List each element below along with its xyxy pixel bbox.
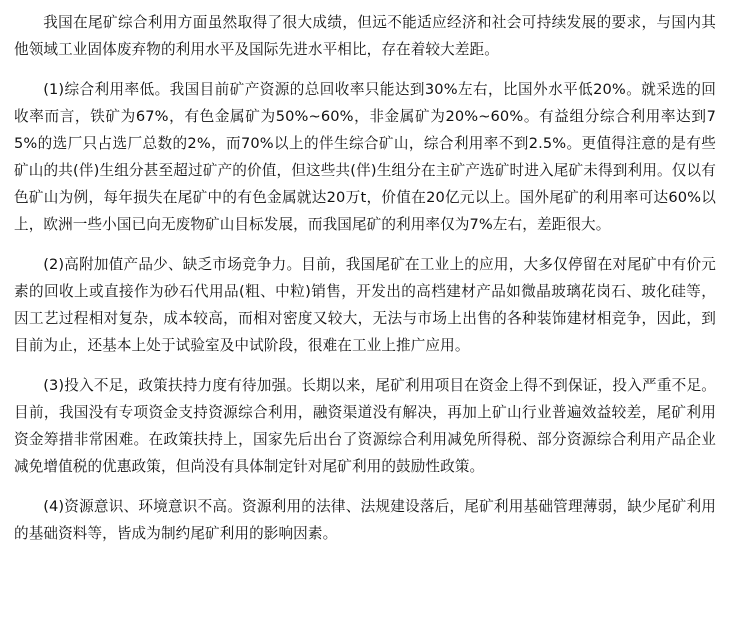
paragraph-point-4: (4)资源意识、环境意识不高。资源利用的法律、法规建设落后，尾矿利用基础管理薄弱，缺少尾矿利用的基础资料等，皆成为制约尾矿利用的影响因素。 <box>14 498 716 542</box>
paragraph-point-2: (2)高附加值产品少、缺乏市场竞争力。目前，我国尾矿在工业上的应用，大多仅停留在对尾矿中有价元素的回收上或直接作为砂石代用品(粗、中粒)销售，开发出的高档建材产品如微晶玻璃花岗石、玻化硅等，因工艺过程相对复杂，成本较高，而相对密度又较大，无法与市场上出售的各种装饰建材相竞争，因此，到目前为止，还基本上处于试验室及中试阶段，很难在工业上推广应用。 <box>14 256 716 354</box>
paragraph-point-1: (1)综合利用率低。我国目前矿产资源的总回收率只能达到30%左右，比国外水平低20%。就采选的回收率而言，铁矿为67%，有色金属矿为50%~60%，非金属矿为20%~60%。有益组分综合利用率达到75%的选厂只占选厂总数的2%，而70%以上的伴生综合矿山，综合利用率不到2.5%。更值得注意的是有些矿山的共(伴)生组分甚至超过矿产的价值，但这些共(伴)生组分在主矿产选矿时进入尾矿未得到利用。仅以有色矿山为例，每年损失在尾矿中的有色金属就达20万t，价值在20亿元以上。国外尾矿的利用率可达60%以上，欧洲一些小国已向无废物矿山目标发展，而我国尾矿的利用率仅为7%左右，差距很大。 <box>14 81 716 233</box>
paragraph-intro: 我国在尾矿综合利用方面虽然取得了很大成绩，但远不能适应经济和社会可持续发展的要求，与国内其他领域工业固体废弃物的利用水平及国际先进水平相比，存在着较大差距。 <box>14 14 716 58</box>
paragraph-point-3: (3)投入不足，政策扶持力度有待加强。长期以来，尾矿利用项目在资金上得不到保证，投入严重不足。目前，我国没有专项资金支持资源综合利用，融资渠道没有解决，再加上矿山行业普遍效益较差，尾矿利用资金筹措非常困难。在政策扶持上，国家先后出台了资源综合利用减免所得税、部分资源综合利用产品企业减免增值税的优惠政策，但尚没有具体制定针对尾矿利用的鼓励性政策。 <box>14 377 716 475</box>
